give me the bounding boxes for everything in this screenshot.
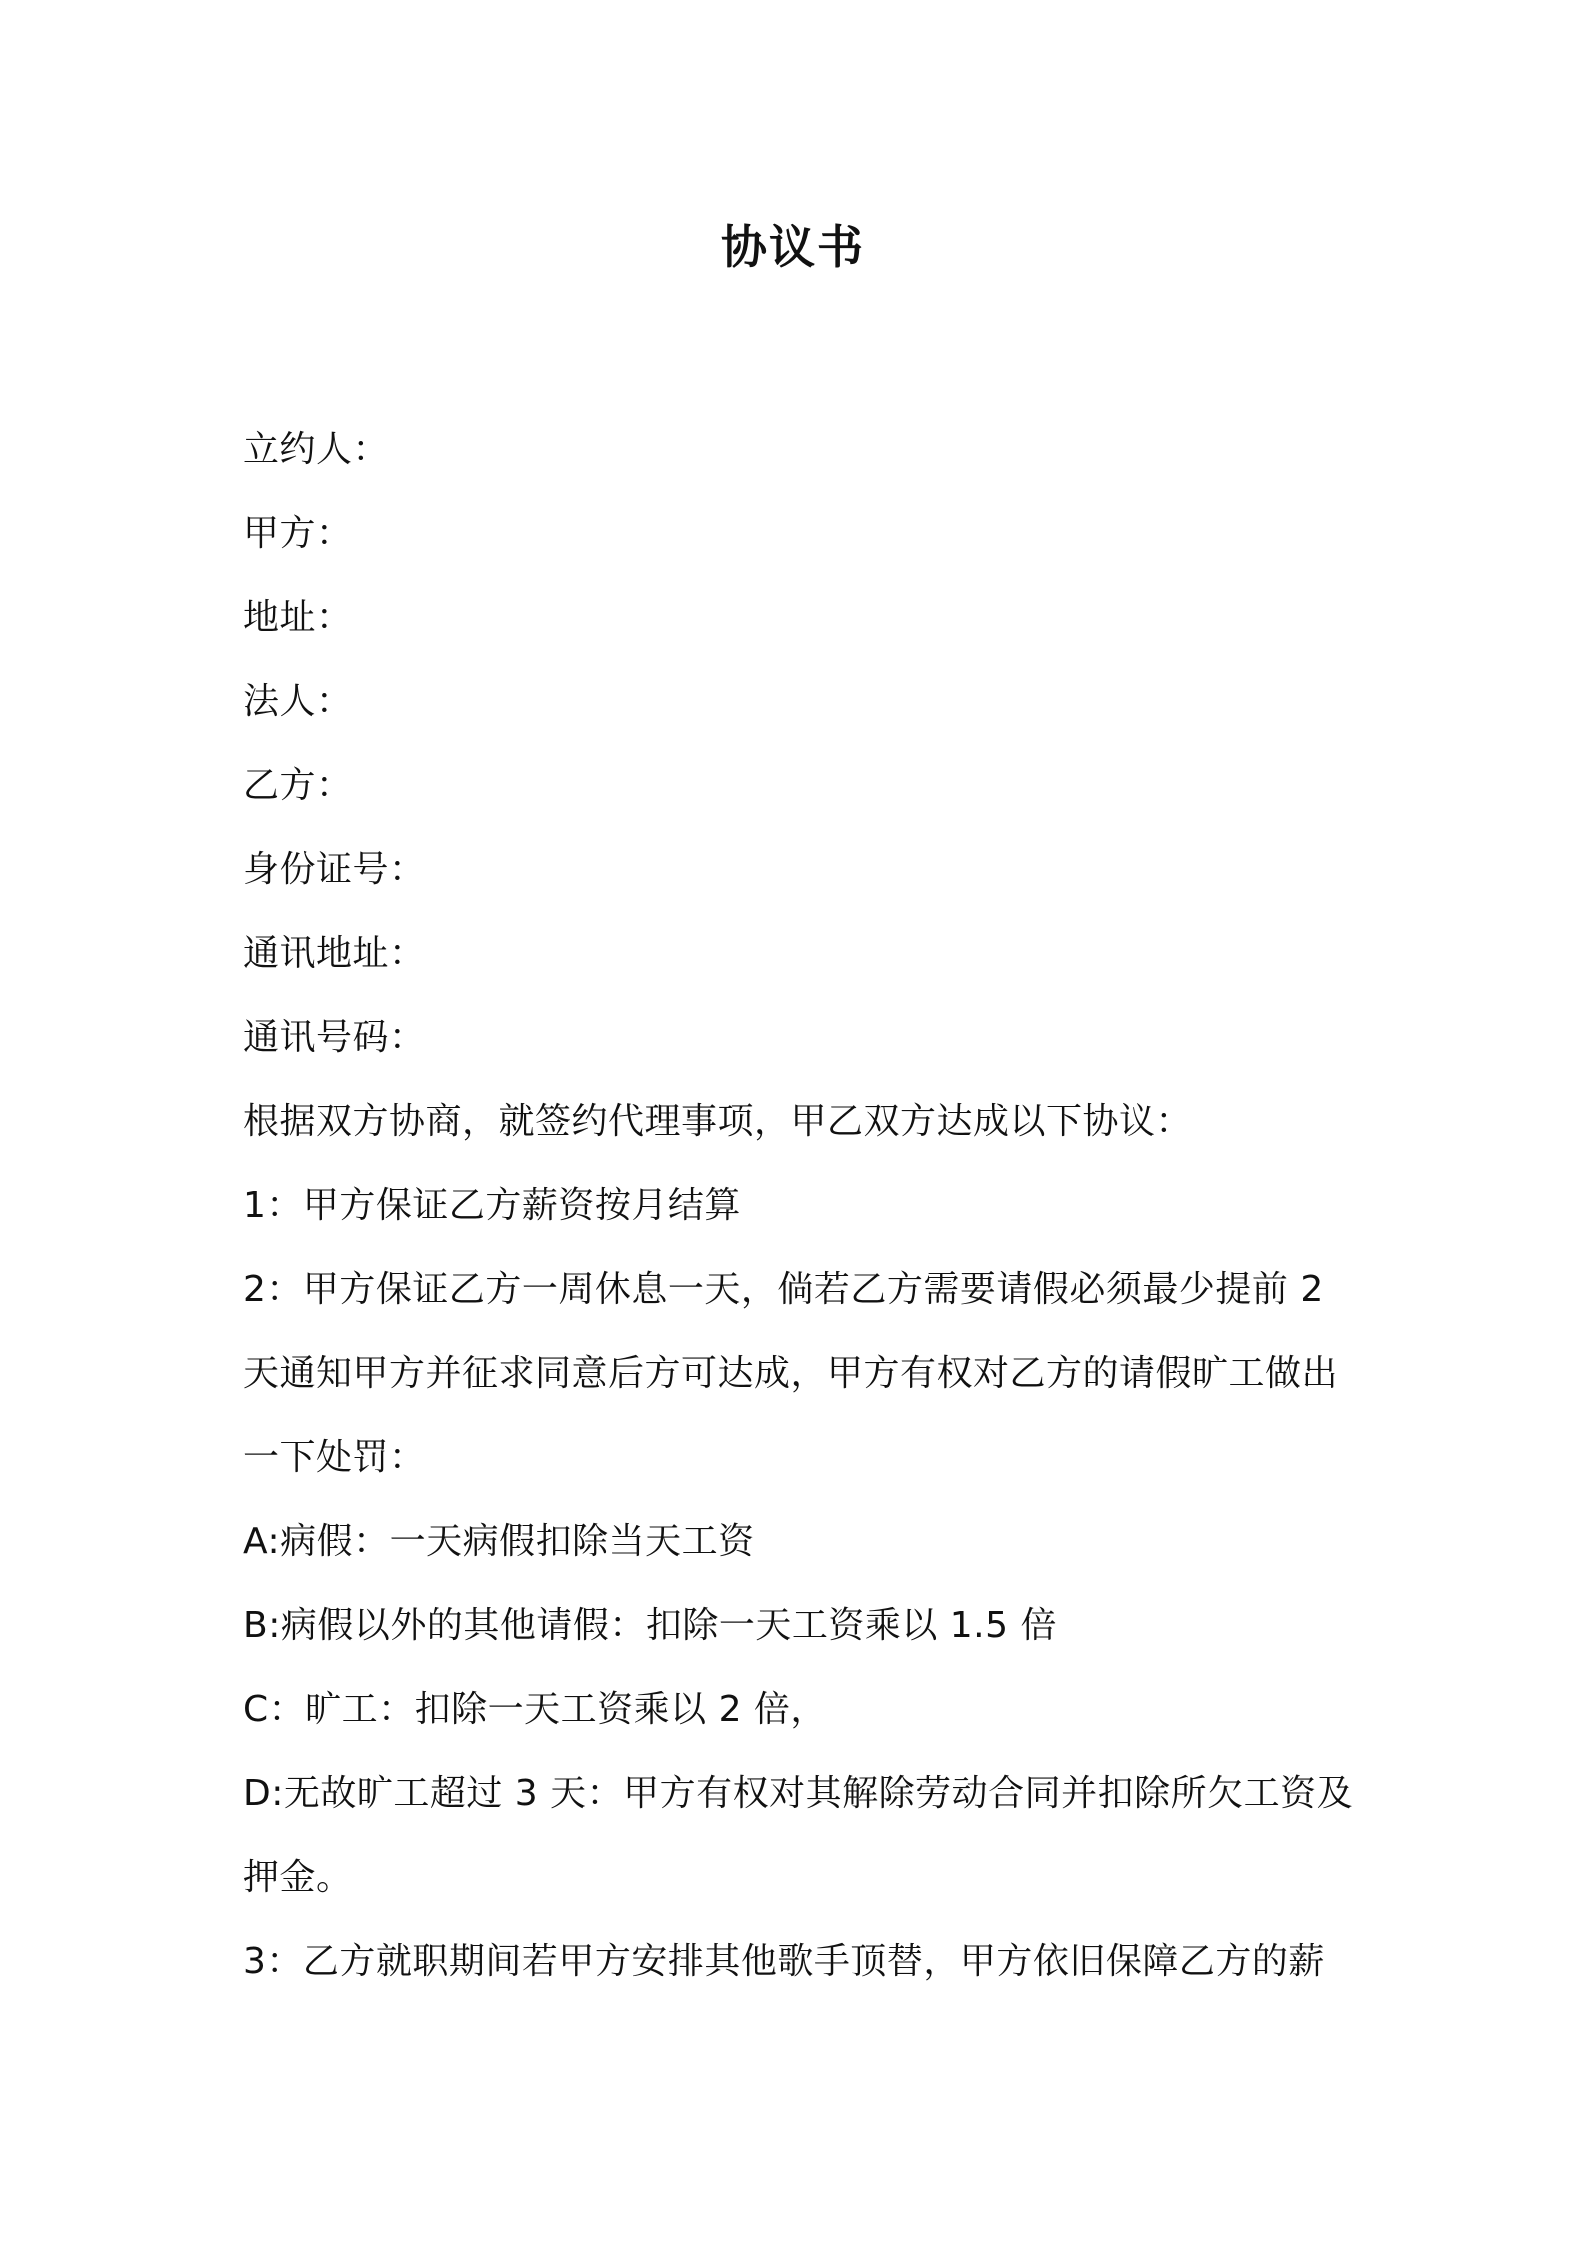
penalty-c: C：旷工：扣除一天工资乘以 2 倍， (243, 1689, 827, 1730)
clause-1: 1：甲方保证乙方薪资按月结算 (243, 1185, 741, 1226)
clause-3-line-1: 3：乙方就职期间若甲方安排其他歌手顶替，甲方依旧保障乙方的薪 (243, 1941, 1325, 1982)
party-b-label: 乙方： (243, 765, 353, 806)
address-label: 地址： (243, 597, 353, 638)
agreement-intro: 根据双方协商，就签约代理事项，甲乙双方达成以下协议： (243, 1101, 1193, 1142)
mailing-address-label: 通讯地址： (243, 933, 426, 974)
penalty-d-line-2: 押金。 (243, 1857, 353, 1898)
phone-number-label: 通讯号码： (243, 1017, 426, 1058)
clause-2-line-3: 一下处罚： (243, 1437, 426, 1478)
penalty-a: A:病假：一天病假扣除当天工资 (243, 1521, 755, 1562)
clause-2-line-1: 2：甲方保证乙方一周休息一天，倘若乙方需要请假必须最少提前 2 (243, 1269, 1324, 1310)
clause-2-line-2: 天通知甲方并征求同意后方可达成，甲方有权对乙方的请假旷工做出 (243, 1353, 1339, 1394)
document-title: 协议书 (721, 220, 865, 274)
id-number-label: 身份证号： (243, 849, 426, 890)
penalty-d-line-1: D:无故旷工超过 3 天：甲方有权对其解除劳动合同并扣除所欠工资及 (243, 1773, 1354, 1814)
legal-person-label: 法人： (243, 681, 353, 722)
party-a-label: 甲方： (243, 513, 353, 554)
penalty-b: B:病假以外的其他请假：扣除一天工资乘以 1.5 倍 (243, 1605, 1057, 1646)
document-body (243, 408, 1363, 2004)
signatory-label: 立约人： (243, 429, 390, 470)
